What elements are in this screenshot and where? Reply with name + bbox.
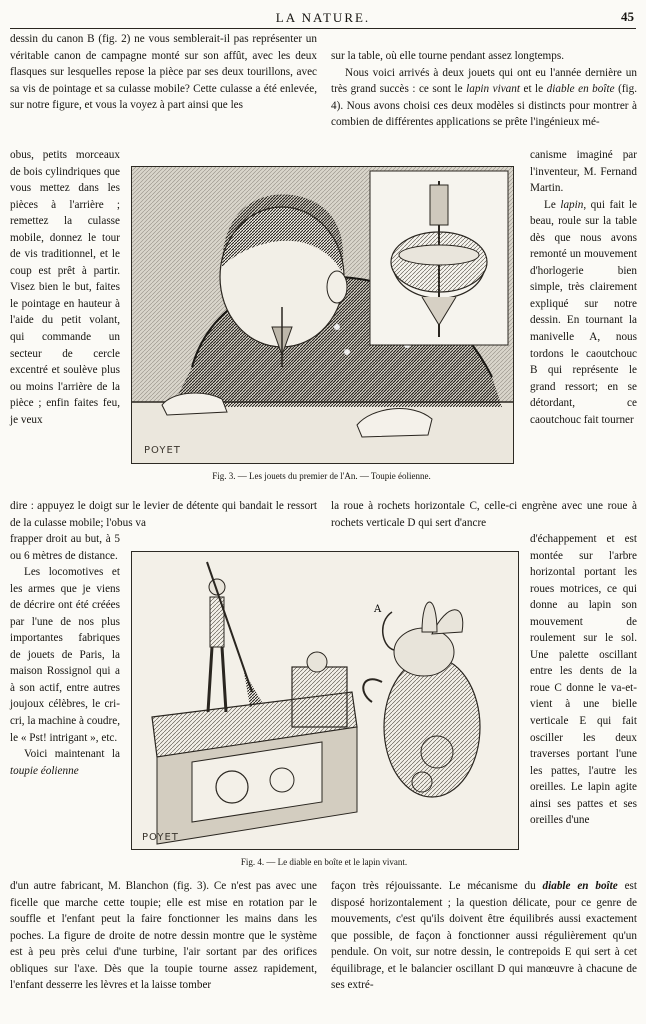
- boy-blowing-top-illustration: [132, 167, 513, 463]
- fig4-signature: POYET: [142, 832, 179, 843]
- left-paragraph-3-start: Voici maintenant la toupie éolienne: [10, 748, 120, 777]
- right-wrap-c: [530, 147, 637, 428]
- left-paragraph-2: Les locomotives et les armes que je viens de décrire ont été créées par l'une de nos plus importantes fabriques de jouets de Paris, la maison Rossignol qui a à son actif, entre autres joujoux célèbres, le cri-cri, la machine à coudre, le « Pst! intrigant », etc.: [10, 566, 120, 744]
- left-column-mid: [10, 498, 317, 531]
- right-top-line: sur la table, où elle tourne pendant assez longtemps.: [331, 50, 565, 62]
- journal-title: LA NATURE.: [275, 10, 371, 25]
- figure-4-diable-lapin: [131, 551, 519, 850]
- page-header: [10, 8, 636, 29]
- left-wrap-b-text: frapper droit au but, à 5 ou 6 mètres de distance.: [10, 533, 120, 562]
- right-bottom-text: façon très réjouissante. Le mécanisme du diable en boîte est disposé horizontalement ; la question délicate, pour ce genre de mouvements, c'est qu'ils doivent être équilibrés aussi exactement que possible, de façon à fonctionner aussi régulièrement qu'un pendule. On voit, sur notre dessin, le contrepoids E qui sert à cet équilibrage, et le balancier oscillant D qui manœuvre à chacune de ses extré-: [331, 880, 638, 992]
- left-mid-text: dire : appuyez le doigt sur le levier de détente qui bandait le ressort de la culasse mobile; l'obus va: [10, 500, 317, 529]
- fig4-label-a: A: [374, 604, 382, 615]
- jack-in-box-and-rabbit-illustration: [132, 552, 518, 849]
- left-column-bottom: [10, 878, 317, 994]
- left-wrap-b: [10, 531, 120, 779]
- right-wrap-c-text: canisme imaginé par l'inventeur, M. Fernand Martin.: [530, 149, 637, 195]
- right-paragraph-b: Le lapin, qui fait le beau, roule sur la table dès que nous avons remonté un mouvement d'horlogerie bien simple, très clairement expliqué sur notre dessin. En tournant la manivelle A, nous tordons le caoutchouc B qui représente le grand ressort; en se détordant, ce caoutchouc fait tourner: [530, 198, 637, 426]
- page-number: 45: [621, 9, 634, 24]
- italic-toupie-eolienne: toupie éolienne: [10, 764, 79, 777]
- right-paragraph-a: Nous voici arrivés à deux jouets qui ont eu l'année dernière un très grand succès : ce sont le lapin vivant et le diable en boîte (fig. 4). Nous avons choisi ces deux modèles si distincts pour montrer à combien de différentes applications se prête l'ingénieux mé-: [331, 66, 638, 129]
- left-bottom-text: d'un autre fabricant, M. Blanchon (fig. 3). Ce n'est pas avec une ficelle que marche cette toupie; elle est mise en rotation par le souffle et l'enfant peut la faire fonctionner les mains dans les poches. La figure de droite de notre dessin montre que le système est à peu près celui d'une turbine, l'air sortant par des orifices obliques sur l'axe. Dès que la toupie tourne assez rapidement, l'enfant desserre les lèvres et la laisse tomber: [10, 880, 317, 992]
- left-column-top: [10, 31, 317, 114]
- fig4-caption: Fig. 4. — Le diable en boîte et le lapin vivant.: [240, 857, 408, 867]
- right-mid-text: la roue à rochets horizontale C, celle-ci engrène avec une roue à rochets verticale D qui sert d'ancre: [331, 500, 637, 529]
- left-top-paragraph: dessin du canon B (fig. 2) ne vous semblerait-il pas représenter un véritable canon de campagne monté sur son affût, avec les deux flasques sur lesquelles repose la pièce par ses deux tourillons, avec sa vis de pointage et sa culasse mobile? Cette culasse a été enlevée, sur notre figure, et vous la voyez à part ainsi que les: [10, 33, 317, 112]
- right-column-top: [331, 48, 637, 131]
- right-column-bottom: [331, 878, 637, 994]
- left-wrap-a-text: obus, petits morceaux de bois cylindriques que vous mettez dans les pièces à l'arrière ; remettez la culasse mobile, donnez le tour de vis traditionnel, et le coup est prêt à partir. Visez bien le but, faites le pointage en hauteur à l'aide du petit volant, qui commande un secteur de cercle excentré et soulève plus ou moins l'arrière de la pièce ; enfin faites feu, je veux: [10, 149, 120, 426]
- left-wrap-a: [10, 147, 120, 428]
- right-wrap-d: [530, 531, 637, 829]
- right-column-mid: [331, 498, 637, 531]
- figure-3-toupie: [131, 166, 514, 464]
- right-wrap-d-text: d'échappement et est montée sur l'arbre horizontal portant les roues motrices, ce qui donne au lapin son mouvement de roulement sur le sol. Une palette oscillant entre les dents de la roue C donne le va-et-vient à une bielle verticale E qui fait osciller les deux traverses portant l'une les pattes, l'autre les oreilles. Le lapin agite ainsi ses pattes et ses oreilles d'une: [530, 533, 637, 827]
- fig3-signature: POYET: [144, 445, 181, 456]
- fig3-caption: Fig. 3. — Les jouets du premier de l'An. — Toupie éolienne.: [212, 471, 431, 481]
